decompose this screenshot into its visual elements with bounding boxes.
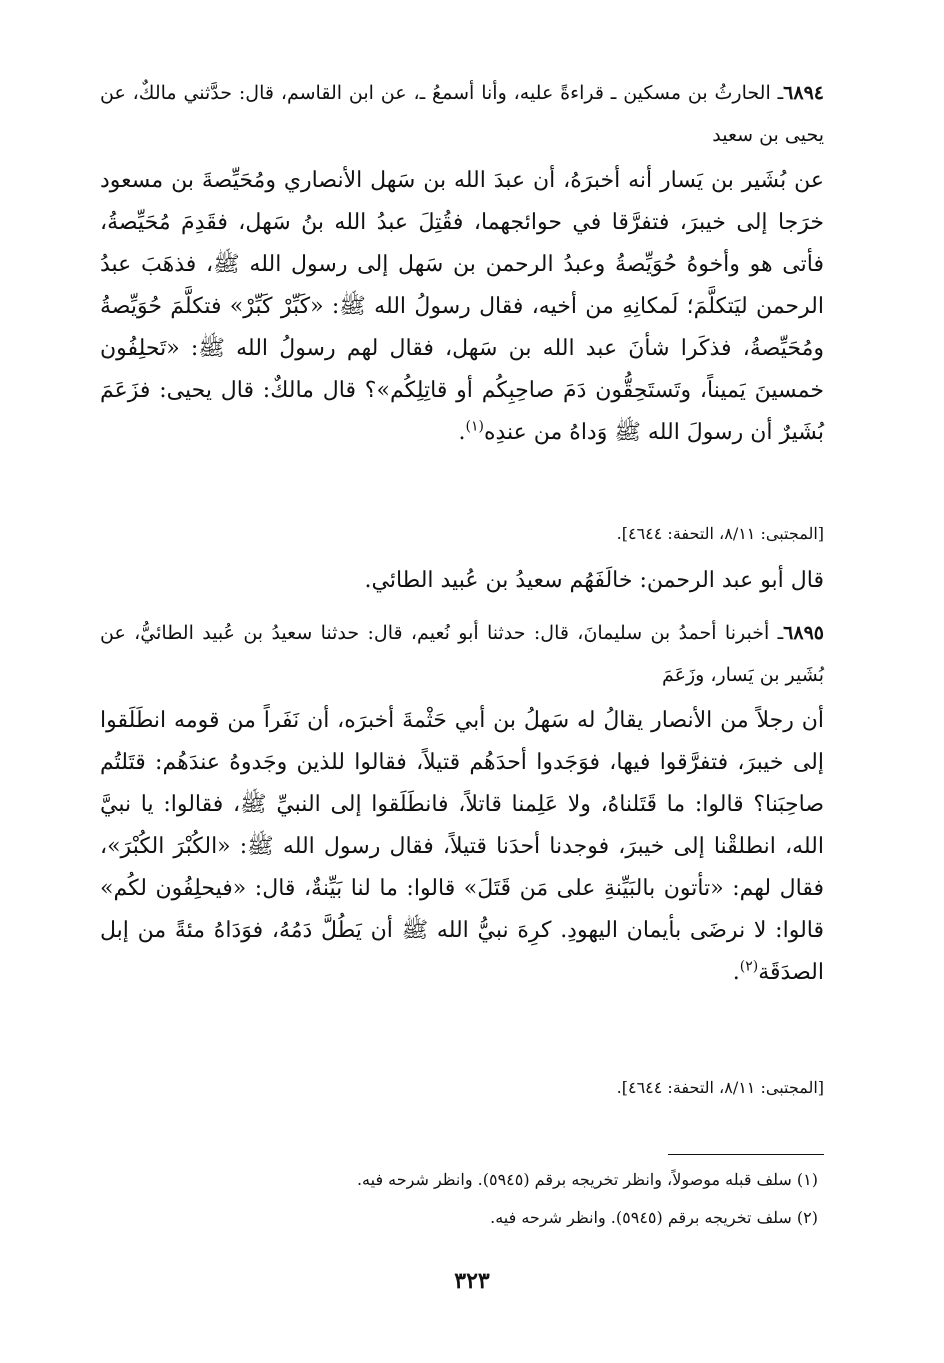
period: . [458, 420, 466, 445]
hadith-6895-reference: [المجتبى: ٨/١١، التحفة: ٤٦٤٤]. [616, 1078, 824, 1097]
footnote-2: (٢) سلف تخريجه برقم (٥٩٤٥). وانظر شرحه فيه. [490, 1208, 818, 1227]
matn-text: عن بُشَير بن يَسار أنه أخبرَهُ، أن عبدَ الله بن سَهل الأنصاري ومُحَيِّصةَ بن مسعود خرَجا إلى خيبرَ، فتفرَّقا في حوائجهما، فقُتِلَ عبدُ الله بنُ سَهل، فقَدِمَ مُحَيِّصةُ، فأتى هو وأخوهُ حُوَيِّصةُ وعبدُ الرحمن بن سَهل إلى رسول الله ﷺ، فذهَبَ عبدُ الرحمن ليَتكلَّمَ؛ لَمكانِهِ من أخيه، فقال رسولُ الله ﷺ: «كَبِّرْ كَبِّرْ» فتكلَّمَ حُوَيِّصةُ ومُحَيِّصةُ، فذكَرا شأنَ عبد الله بن سَهل، فقال لهم رسولُ الله ﷺ: «تَحلِفُون خمسينَ يَميناً، وتَستَحِقُّون دَمَ صاحِبِكُم أو قاتِلِكُم»؟ قال مالكٌ: قال يحيى: فزَعَمَ بُشَيرٌ أن رسولَ الله ﷺ وَداهُ من عندِه [100, 168, 824, 445]
hadith-6895-matn [100, 700, 824, 994]
hadith-6894-isnad [100, 72, 824, 156]
author-note: قال أبو عبد الرحمن: خالَفَهُم سعيدُ بن عُبيد الطائي. [364, 568, 824, 593]
footnote-divider [668, 1154, 824, 1155]
footnote-reference: (١) [465, 418, 484, 435]
matn-text: أن رجلاً من الأنصار يقالُ له سَهلُ بن أبي حَثْمةَ أخبرَه، أن نَفَراً من قومه انطَلَقوا إلى خيبرَ، فتفرَّقوا فيها، فوَجَدوا أحدَهُم قتيلاً، فقالوا للذين وجَدوهُ عندَهُم: قتَلتُم صاحِبَنا؟ قالوا: ما قَتَلناهُ، ولا عَلِمنا قاتلاً، فانطَلَقوا إلى النبيِّ ﷺ، فقالوا: يا نبيَّ الله، انطلقْنا إلى خيبرَ، فوجدنا أحدَنا قتيلاً، فقال رسول الله ﷺ: «الكُبْرَ الكُبْرَ»، فقال لهم: «تأتون بالبَيِّنةِ على مَن قَتَلَ» قالوا: ما لنا بَيِّنةٌ، قال: «فيحلِفُون لكُم» قالوا: لا نرضَى بأيمان اليهودِ. كرِهَ نبيُّ الله ﷺ أن يَطُلَّ دَمُهُ، فوَدَاهُ مئةً من إبل الصدَقَة [100, 708, 825, 985]
isnad-text: ـ الحارثُ بن مسكين ـ قراءةً عليه، وأنا أسمعُ ـ، عن ابن القاسم، قال: حدَّثني مالكٌ، عن يحيى بن سعيد [100, 82, 824, 146]
hadith-number: ٦٨٩٥ [783, 622, 824, 644]
hadith-6894-reference: [المجتبى: ٨/١١، التحفة: ٤٦٤٤]. [616, 524, 824, 543]
hadith-number: ٦٨٩٤ [783, 82, 824, 104]
hadith-6894-matn [100, 160, 824, 454]
footnote-reference: (٢) [739, 958, 759, 975]
isnad-text: ـ أخبرنا أحمدُ بن سليمانَ، قال: حدثنا أبو نُعيم، قال: حدثنا سعيدُ بن عُبيد الطائيُّ، عن بُشَير بن يَسار، وزَعَمَ [100, 622, 824, 686]
footnote-1: (١) سلف قبله موصولاً، وانظر تخريجه برقم (٥٩٤٥). وانظر شرحه فيه. [356, 1170, 818, 1189]
period: . [732, 960, 740, 985]
hadith-6895-isnad [100, 612, 824, 696]
page-number: ٣٢٣ [454, 1268, 490, 1294]
